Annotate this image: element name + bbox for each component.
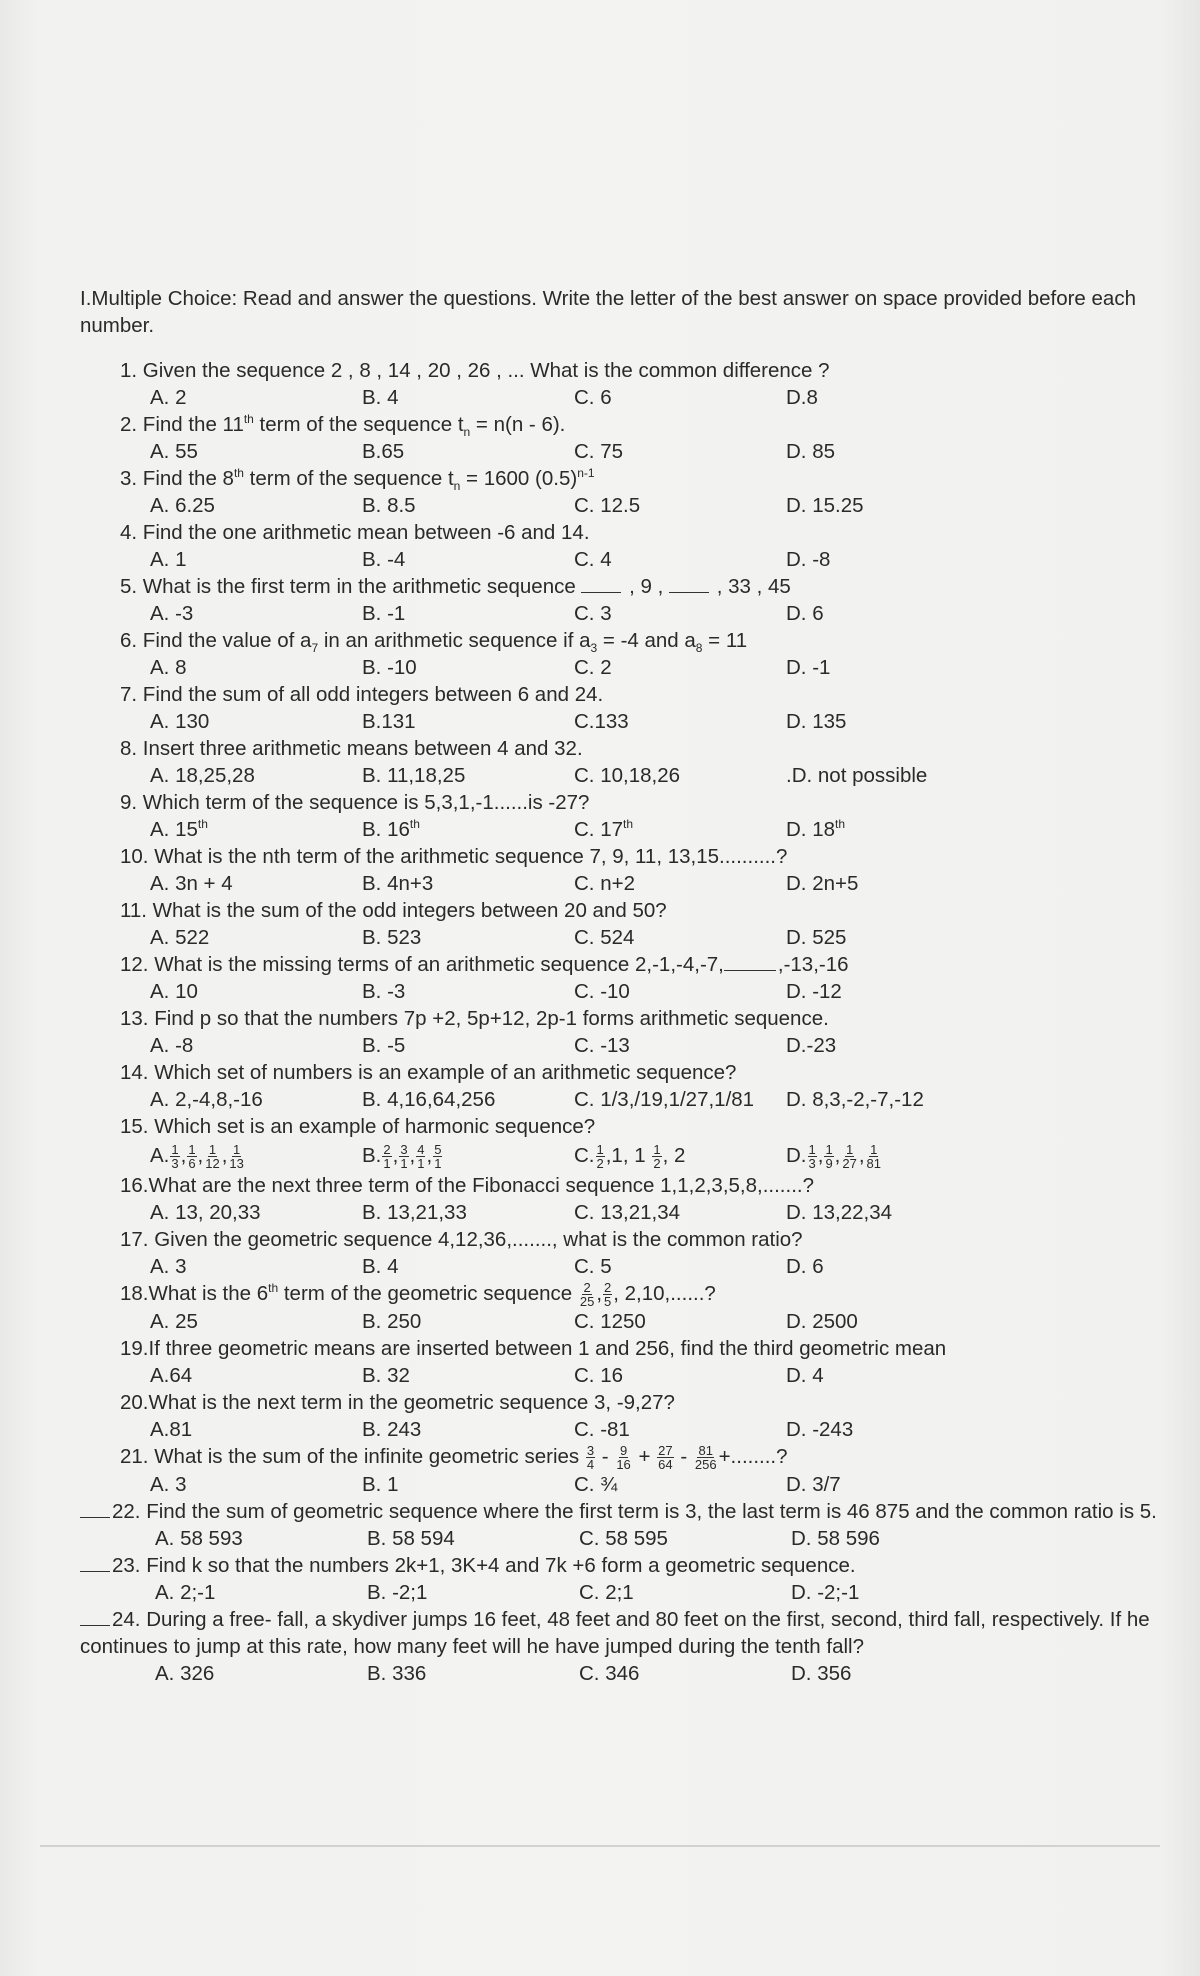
fraction-numerator: 3 <box>400 1142 408 1158</box>
choice-row <box>80 708 1175 735</box>
choice-row <box>80 762 1175 789</box>
choice-d: D. 13,22,34 <box>786 1201 892 1224</box>
question-6 <box>80 627 1175 681</box>
choice-a: A. 6.25 <box>150 494 215 517</box>
fraction-numerator: 2 <box>604 1280 612 1296</box>
question-stem: 12. What is the missing terms of an arithmetic sequence 2,-1,-4,-7, ,-13,-16 <box>120 953 849 976</box>
choice-row <box>80 870 1175 897</box>
fraction-numerator: 1 <box>653 1142 661 1158</box>
question-stem: 10. What is the nth term of the arithmetic sequence 7, 9, 11, 13,15..........? <box>120 845 788 868</box>
choice-d: .D. not possible <box>786 764 928 787</box>
fraction-numerator: 1 <box>870 1142 878 1158</box>
choice-b: B. 4n+3 <box>362 872 434 895</box>
choice-row <box>80 1032 1175 1059</box>
superscript: th <box>409 817 420 832</box>
choice-b: B. 8.5 <box>362 494 416 517</box>
question-1 <box>80 357 1175 411</box>
choice-c: C. 2 <box>574 656 612 679</box>
choice-d: D. -1 <box>786 656 831 679</box>
choice-b: B. -3 <box>362 980 406 1003</box>
choice-a: A.81 <box>150 1418 193 1442</box>
choice-b: B. 58 594 <box>367 1527 455 1551</box>
question-stem: 9. Which term of the sequence is 5,3,1,-1......is -27? <box>120 791 590 814</box>
choice-d: D. -243 <box>786 1418 854 1442</box>
answer-blank <box>581 592 621 593</box>
fraction-numerator: 2 <box>383 1142 391 1158</box>
choice-row <box>80 1416 1175 1443</box>
answer-blank <box>669 592 709 593</box>
choice-b: B. 32 <box>362 1364 410 1388</box>
choice-c: C. -81 <box>574 1418 630 1442</box>
question-stem: 20.What is the next term in the geometric sequence 3, -9,27? <box>120 1391 675 1415</box>
choice-row <box>80 1660 1175 1687</box>
fraction-denominator: 81 <box>866 1156 882 1172</box>
fraction-denominator: 12 <box>205 1156 220 1172</box>
fraction-numerator: 1 <box>845 1142 854 1158</box>
question-stem: 8. Insert three arithmetic means between 4 and 32. <box>120 737 583 760</box>
fraction-denominator: 1 <box>400 1156 408 1172</box>
choice-a: A. 326 <box>155 1662 215 1686</box>
question-stem: 22. Find the sum of geometric sequence where the first term is 3, the last term is 46 875 and the common ratio is 5. <box>80 1498 1175 1525</box>
fraction-numerator: 27 <box>658 1443 673 1459</box>
choice-c: C. 5 <box>574 1255 612 1278</box>
question-stem: 13. Find p so that the numbers 7p +2, 5p+12, 2p-1 forms arithmetic sequence. <box>120 1007 829 1030</box>
fraction <box>824 1143 833 1170</box>
choice-a: A. 3n + 4 <box>150 872 233 895</box>
fraction-numerator: 81 <box>698 1443 713 1459</box>
fraction <box>228 1143 244 1170</box>
question-stem: 15. Which set is an example of harmonic sequence? <box>120 1115 596 1138</box>
question-11 <box>80 897 1175 951</box>
question-13 <box>80 1005 1175 1059</box>
fraction-denominator: 3 <box>171 1156 179 1172</box>
fraction <box>170 1143 179 1170</box>
choice-a: A. -8 <box>150 1034 194 1057</box>
subscript: 8 <box>695 641 703 656</box>
question-list <box>80 357 1175 1687</box>
choice-d: D. 525 <box>786 926 847 949</box>
superscript: th <box>197 817 208 832</box>
choice-row <box>80 438 1175 465</box>
choice-c: C. 4 <box>574 548 612 571</box>
question-stem: 14. Which set of numbers is an example of an arithmetic sequence? <box>120 1061 737 1084</box>
choice-b: B. 16th <box>362 817 420 841</box>
fraction-numerator: 2 <box>583 1280 591 1296</box>
question-5 <box>80 573 1175 627</box>
question-stem: 11. What is the sum of the odd integers between 20 and 50? <box>120 899 667 922</box>
fraction <box>652 1143 661 1170</box>
choice-b: B. 4 <box>362 1255 399 1278</box>
question-23 <box>80 1552 1175 1606</box>
fraction <box>399 1143 408 1170</box>
choice-c: C. 3 <box>574 602 612 625</box>
choice-b: B. -4 <box>362 548 406 571</box>
fraction-denominator: 1 <box>383 1156 391 1172</box>
fraction <box>204 1143 220 1170</box>
fraction-numerator: 1 <box>208 1142 217 1158</box>
choice-d: D.8 <box>786 386 818 409</box>
fraction-denominator: 9 <box>825 1156 833 1172</box>
choice-d: D. $\frac{1}{3}$ , $\frac{1}{9}$ , $\frac{1}{27}$ , $\frac{1}{81}$ <box>786 1142 882 1172</box>
fraction-numerator: 1 <box>188 1142 196 1158</box>
answer-blank <box>80 1517 110 1518</box>
choice-a: A. 25 <box>150 1310 198 1334</box>
choice-c: C. 12.5 <box>574 494 641 517</box>
question-3 <box>80 465 1175 519</box>
choice-a: A. 1 <box>150 548 187 571</box>
choice-b: B. -1 <box>362 602 406 625</box>
choice-c: C. 2;1 <box>579 1581 634 1605</box>
choice-b: B. $\frac{2}{1}$ , $\frac{3}{1}$ , $\frac{4}{1}$ , $\frac{5}{1}$ <box>362 1142 442 1172</box>
choice-row <box>80 978 1175 1005</box>
superscript: th <box>623 817 634 832</box>
choice-a: A. 55 <box>150 440 198 463</box>
choice-a: A. 522 <box>150 926 210 949</box>
choice-d: D. 4 <box>786 1364 824 1388</box>
choice-d: D. 58 596 <box>791 1527 880 1551</box>
choice-c: C. $\frac{1}{2}$ ,1, 1 $\frac{1}{2}$ , 2 <box>574 1142 686 1172</box>
choice-c: C. -10 <box>574 980 630 1003</box>
choice-d: D. 8,3,-2,-7,-12 <box>786 1088 924 1111</box>
choice-b: B. 4 <box>362 386 399 409</box>
fraction-denominator: 16 <box>616 1457 631 1473</box>
choice-a: A. 58 593 <box>155 1527 243 1551</box>
question-stem: 4. Find the one arithmetic mean between -6 and 14. <box>120 521 590 544</box>
fraction-denominator: 13 <box>229 1156 244 1172</box>
question-2 <box>80 411 1175 465</box>
fraction <box>657 1444 673 1471</box>
choice-c: C. 17th <box>574 817 634 841</box>
fraction <box>416 1143 425 1170</box>
choice-row <box>80 546 1175 573</box>
question-stem: 23. Find k so that the numbers 2k+1, 3K+4 and 7k +6 form a geometric sequence. <box>80 1552 1175 1579</box>
choice-d: D. -12 <box>786 980 842 1003</box>
fraction-denominator: 2 <box>653 1156 661 1172</box>
choice-d: D. 356 <box>791 1662 852 1686</box>
choice-a: A. 18,25,28 <box>150 764 255 787</box>
choice-b: B. -10 <box>362 656 417 679</box>
fraction-denominator: 4 <box>586 1457 595 1473</box>
fraction-denominator: 1 <box>434 1156 442 1172</box>
fraction-denominator: 256 <box>694 1457 717 1473</box>
fraction <box>694 1444 718 1471</box>
fraction-denominator: 3 <box>808 1156 816 1172</box>
answer-blank <box>724 970 776 971</box>
choice-a: A.64 <box>150 1364 193 1388</box>
question-stem: 1. Given the sequence 2 , 8 , 14 , 20 , 26 , ... What is the common difference ? <box>120 359 830 382</box>
choice-row <box>80 654 1175 681</box>
choice-a: A. 10 <box>150 980 198 1003</box>
choice-c: C. 346 <box>579 1662 640 1686</box>
choice-d: D. 135 <box>786 710 847 733</box>
answer-blank <box>80 1625 110 1626</box>
choice-d: D. -2;-1 <box>791 1581 860 1605</box>
choice-d: D. 15.25 <box>786 494 864 517</box>
fraction-numerator: 1 <box>233 1142 241 1158</box>
choice-a: A. 2,-4,8,-16 <box>150 1088 263 1111</box>
choice-a: A. -3 <box>150 602 194 625</box>
choice-c: C. 16 <box>574 1364 623 1388</box>
choice-b: B. 523 <box>362 926 422 949</box>
question-stem: 3. Find the 8th term of the sequence $t_n = 1600$ $(0.5)^{n-1}$ <box>120 466 595 494</box>
choice-b: B. 1 <box>362 1473 399 1497</box>
question-16 <box>80 1172 1175 1226</box>
choice-row <box>80 1525 1175 1552</box>
choice-d: D. 3/7 <box>786 1473 841 1497</box>
choice-row <box>80 384 1175 411</box>
superscript: th <box>835 817 846 832</box>
choice-a: A. $\frac{1}{3}$ , $\frac{1}{6}$ , $\frac{1}{12}$ , $\frac{1}{13}$ <box>150 1142 244 1172</box>
choice-c: C. 1/3,/19,1/27,1/81 <box>574 1088 755 1111</box>
choice-b: B. -2;1 <box>367 1581 428 1605</box>
choice-row <box>80 1253 1175 1280</box>
superscript: n-1 <box>577 466 595 481</box>
fraction-numerator: 1 <box>808 1142 816 1158</box>
choice-row <box>80 1199 1175 1226</box>
fraction-denominator: 64 <box>658 1457 673 1473</box>
choice-b: B. 336 <box>367 1662 427 1686</box>
subscript: 3 <box>590 641 598 656</box>
choice-a: A. 3 <box>150 1473 187 1497</box>
question-stem: 24. During a free- fall, a skydiver jumps 16 feet, 48 feet and 80 feet on the first, second, third fall, respectively. If he continues to jump at this rate, how many feet will he have jumped during the tenth fall? <box>80 1608 1150 1659</box>
choice-row <box>80 1086 1175 1113</box>
choice-b: B.65 <box>362 440 405 463</box>
choice-d: D.-23 <box>786 1034 837 1057</box>
choice-b: B. 243 <box>362 1418 422 1442</box>
fraction <box>603 1281 612 1308</box>
question-22 <box>80 1498 1175 1552</box>
fraction-numerator: 1 <box>825 1142 833 1158</box>
choice-c: C. n+2 <box>574 872 635 895</box>
question-stem: 19.If three geometric means are inserted between 1 and 256, find the third geometric mean <box>120 1337 947 1361</box>
fraction-numerator: 1 <box>596 1142 604 1158</box>
choice-d: D. 18th <box>786 817 846 841</box>
fraction <box>615 1444 631 1471</box>
choice-d: D. 6 <box>786 602 824 625</box>
choice-row <box>80 1308 1175 1335</box>
question-14 <box>80 1059 1175 1113</box>
quiz-content <box>80 285 1175 1687</box>
superscript: th <box>243 412 254 427</box>
choice-b: B. 250 <box>362 1310 422 1334</box>
question-9 <box>80 789 1175 843</box>
fraction-denominator: 25 <box>579 1294 595 1310</box>
question-stem: 21. What is the sum of the infinite geometric series $\frac{3}{4}$ - $\frac{9}{16}$ + $\frac{27}{64}$ - $\frac{81}{256}$ +........? <box>120 1443 788 1473</box>
fraction <box>579 1281 595 1308</box>
choice-b: B. -5 <box>362 1034 406 1057</box>
fraction-numerator: 3 <box>586 1443 595 1459</box>
question-4 <box>80 519 1175 573</box>
choice-a: A. 130 <box>150 710 210 733</box>
choice-b: B. 4,16,64,256 <box>362 1088 496 1111</box>
answer-blank <box>80 1571 110 1572</box>
question-stem: 2. Find the 11th term of the sequence $t_n = n(n - 6)$. <box>120 412 566 440</box>
question-20 <box>80 1389 1175 1443</box>
fraction <box>586 1444 595 1471</box>
question-21 <box>80 1443 1175 1498</box>
fraction-numerator: 4 <box>417 1142 425 1158</box>
fraction <box>382 1143 391 1170</box>
question-17 <box>80 1226 1175 1280</box>
choice-d: D. 85 <box>786 440 835 463</box>
choice-d: D. 2n+5 <box>786 872 859 895</box>
question-stem: 17. Given the geometric sequence 4,12,36,......., what is the common ratio? <box>120 1228 803 1251</box>
fraction-denominator: 5 <box>604 1294 612 1310</box>
choice-b: B. 13,21,33 <box>362 1201 467 1224</box>
question-15 <box>80 1113 1175 1172</box>
choice-c: C. 1250 <box>574 1310 646 1334</box>
choice-row <box>80 1471 1175 1498</box>
fraction <box>808 1143 817 1170</box>
choice-c: C.133 <box>574 710 629 733</box>
choice-b: B.131 <box>362 710 416 733</box>
choice-a: A. 13, 20,33 <box>150 1201 261 1224</box>
choice-c: C. 524 <box>574 926 635 949</box>
choice-a: A. 2 <box>150 386 187 409</box>
choice-a: A. 2;-1 <box>155 1581 216 1605</box>
fraction <box>433 1143 442 1170</box>
question-10 <box>80 843 1175 897</box>
fraction-numerator: 5 <box>434 1142 442 1158</box>
choice-c: C. ¾ <box>574 1473 618 1497</box>
paper-fold-line <box>40 1845 1160 1847</box>
subscript: n <box>453 479 461 494</box>
question-18 <box>80 1280 1175 1335</box>
choice-c: C. 6 <box>574 386 612 409</box>
choice-a: A. 15th <box>150 817 208 841</box>
fraction-denominator: 6 <box>188 1156 196 1172</box>
subscript: n <box>463 425 471 440</box>
choice-a: A. 3 <box>150 1255 187 1278</box>
fraction-numerator: 1 <box>171 1142 179 1158</box>
question-8 <box>80 735 1175 789</box>
choice-d: D. 6 <box>786 1255 824 1278</box>
fraction <box>866 1143 882 1170</box>
question-7 <box>80 681 1175 735</box>
choice-row <box>80 816 1175 843</box>
choice-c: C. 58 595 <box>579 1527 668 1551</box>
choice-a: A. 8 <box>150 656 187 679</box>
choice-row <box>80 924 1175 951</box>
superscript: th <box>233 466 244 481</box>
choice-c: C. -13 <box>574 1034 630 1057</box>
question-24 <box>80 1606 1175 1687</box>
question-stem: 5. What is the first term in the arithmetic sequence , 9 , , 33 , 45 <box>120 575 791 598</box>
fraction-denominator: 1 <box>417 1156 425 1172</box>
choice-b: B. 11,18,25 <box>362 764 466 787</box>
superscript: th <box>268 1281 279 1296</box>
question-stem: 18.What is the 6th term of the geometric sequence $\frac{2}{25}$ , $\frac{2}{5}$ , 2,10,......? <box>120 1280 716 1310</box>
choice-row <box>80 1579 1175 1606</box>
question-stem: 7. Find the sum of all odd integers between 6 and 24. <box>120 683 604 706</box>
choice-d: D. 2500 <box>786 1310 858 1334</box>
question-stem: 6. Find the value of $a_7$ in an arithmetic sequence if $a_3 = -4$ and $a_8 = 11$ <box>120 629 748 656</box>
choice-row <box>80 600 1175 627</box>
question-19 <box>80 1335 1175 1389</box>
question-12 <box>80 951 1175 1005</box>
fraction-denominator: 27 <box>842 1156 857 1172</box>
fraction-denominator: 2 <box>596 1156 604 1172</box>
subscript: 7 <box>311 641 319 656</box>
choice-c: C. 13,21,34 <box>574 1201 680 1224</box>
choice-c: C. 75 <box>574 440 623 463</box>
choice-d: D. -8 <box>786 548 831 571</box>
instructions: I.Multiple Choice: Read and answer the questions. Write the letter of the best answer on space provided before each number. <box>80 287 1136 337</box>
fraction-numerator: 9 <box>619 1443 628 1459</box>
choice-row <box>80 1362 1175 1389</box>
choice-c: C. 10,18,26 <box>574 764 680 787</box>
question-stem: 16.What are the next three term of the Fibonacci sequence 1,1,2,3,5,8,.......? <box>120 1174 814 1197</box>
fraction <box>841 1143 857 1170</box>
choice-row <box>80 492 1175 519</box>
choice-row <box>80 1140 1175 1172</box>
fraction <box>187 1143 196 1170</box>
fraction <box>596 1143 605 1170</box>
